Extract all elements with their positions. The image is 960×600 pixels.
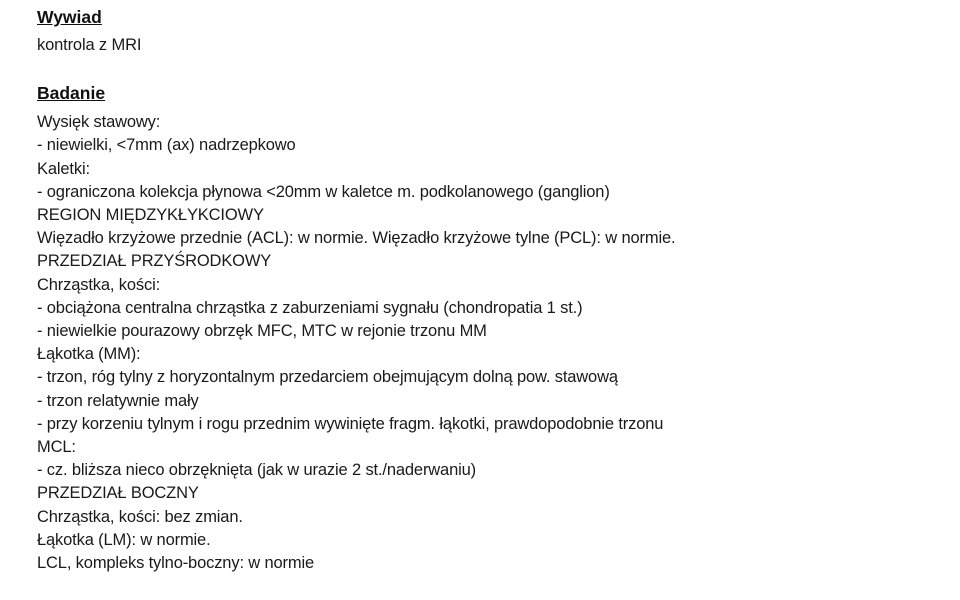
section-wywiad: [37, 6, 937, 57]
report-line: Wysięk stawowy:: [37, 113, 161, 132]
report-line: - cz. bliższa nieco obrzęknięta (jak w urazie 2 st./naderwaniu): [37, 461, 476, 480]
report-line: - trzon relatywnie mały: [37, 391, 199, 410]
heading-wywiad: Wywiad: [37, 7, 102, 27]
report-line: Łąkotka (LM): w normie.: [37, 530, 211, 549]
report-line: LCL, kompleks tylno-boczny: w normie: [37, 554, 315, 573]
section-badanie: [37, 82, 937, 575]
report-line: Łąkotka (MM):: [37, 345, 141, 364]
report-line: - przy korzeniu tylnym i rogu przednim wywinięte fragm. łąkotki, prawdopodobnie trzonu: [37, 414, 664, 433]
report-line: PRZEDZIAŁ BOCZNY: [37, 484, 199, 503]
report-line: - trzon, róg tylny z horyzontalnym przedarciem obejmującym dolną pow. stawową: [37, 368, 618, 387]
report-line: - ograniczona kolekcja płynowa <20mm w kaletce m. podkolanowego (ganglion): [37, 182, 610, 201]
badanie-lines: [37, 111, 937, 575]
report-line: MCL:: [37, 438, 76, 457]
report-line: Chrząstka, kości: bez zmian.: [37, 507, 243, 526]
heading-badanie: Badanie: [37, 83, 106, 104]
report-line: PRZEDZIAŁ PRZYŚRODKOWY: [37, 252, 272, 271]
report-line: - obciążona centralna chrząstka z zaburzeniami sygnału (chondropatia 1 st.): [37, 298, 583, 317]
report-line: REGION MIĘDZYKŁYKCIOWY: [37, 206, 264, 225]
wywiad-text: kontrola z MRI: [37, 36, 142, 54]
report-line: - niewielki, <7mm (ax) nadrzepkowo: [37, 136, 296, 155]
report-line: Kaletki:: [37, 159, 90, 178]
report-line: Więzadło krzyżowe przednie (ACL): w normie. Więzadło krzyżowe tylne (PCL): w normie.: [37, 229, 676, 248]
report-line: Chrząstka, kości:: [37, 275, 161, 294]
medical-report: [37, 6, 937, 575]
report-line: - niewielkie pourazowy obrzęk MFC, MTC w rejonie trzonu MM: [37, 322, 487, 341]
